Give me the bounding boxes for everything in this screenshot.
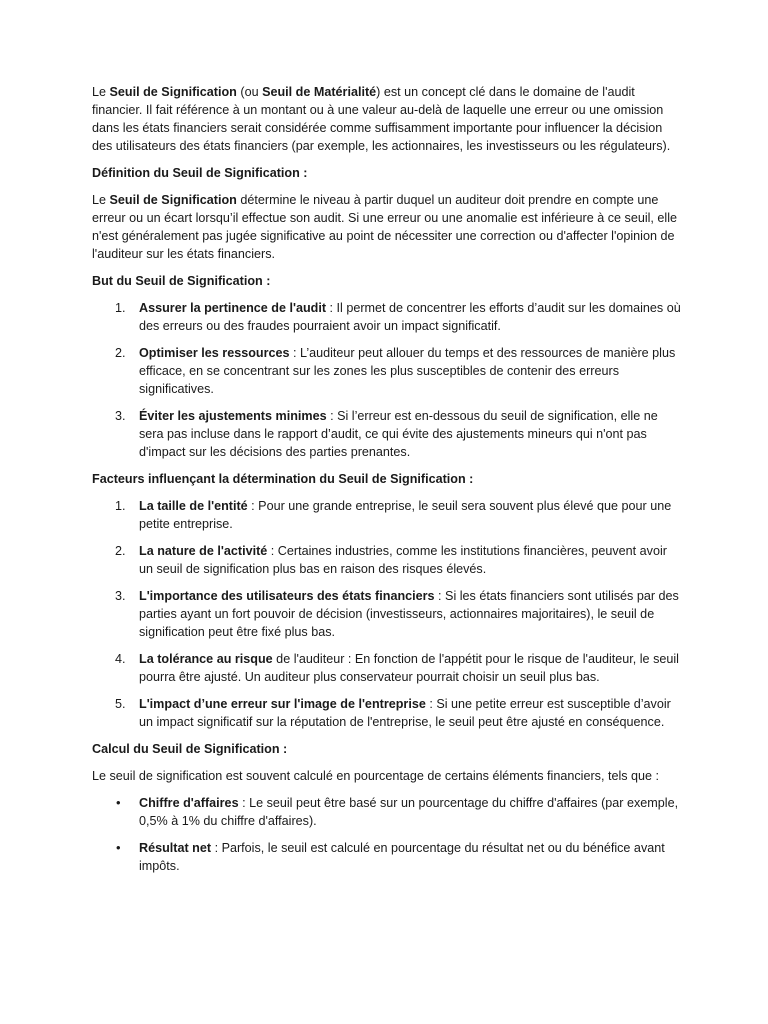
list-number: 2. <box>115 544 126 558</box>
list-number: 1. <box>115 301 126 315</box>
item-text: : Si l’erreur est en-dessous du seuil de signification, elle ne sera pas incluse dans le rapport d’audit, ce qui évite des ajustements mineurs qui n'ont pas d'impact sur les décisions des parties prenantes. <box>139 409 658 459</box>
list-item <box>92 542 682 578</box>
list-number: 2. <box>115 346 126 360</box>
bullet-icon: • <box>116 840 121 855</box>
list-number: 3. <box>115 589 126 603</box>
item-title: Optimiser les ressources <box>139 346 290 360</box>
intro-paragraph <box>92 83 682 155</box>
text: (ou <box>236 85 263 99</box>
item-title: La nature de l'activité <box>139 544 268 558</box>
item-title: Chiffre d'affaires <box>139 796 239 810</box>
but-list <box>92 299 682 461</box>
list-number: 1. <box>115 499 126 513</box>
item-title: Éviter les ajustements minimes <box>139 409 327 423</box>
item-text: : Il permet de concentrer les efforts d’audit sur les domaines où des erreurs ou des fraudes pourraient avoir un impact significatif. <box>139 301 681 333</box>
item-title: L'impact d’une erreur sur l'image de l'entreprise <box>139 697 426 711</box>
facteurs-list <box>92 497 682 731</box>
section-heading-definition: Définition du Seuil de Signification : <box>92 166 308 180</box>
list-number: 5. <box>115 697 126 711</box>
section-heading-facteurs: Facteurs influençant la détermination du Seuil de Signification : <box>92 472 474 486</box>
list-item <box>92 299 682 335</box>
item-text: : Le seuil peut être basé sur un pourcentage du chiffre d'affaires (par exemple, 0,5% à 1% du chiffre d'affaires). <box>139 796 679 828</box>
bold-term: Seuil de Matérialité <box>262 85 377 99</box>
item-text: : Certaines industries, comme les institutions financières, peuvent avoir un seuil de signification plus bas en raison des risques élevés. <box>139 544 667 576</box>
list-item <box>92 497 682 533</box>
text: Le <box>92 193 110 207</box>
list-item <box>92 587 682 641</box>
list-number: 4. <box>115 652 126 666</box>
bold-term: Seuil de Signification <box>109 193 237 207</box>
list-item <box>92 650 682 686</box>
item-text: : Si les états financiers sont utilisés par des parties ayant un fort pouvoir de décision (investisseurs, actionnaires majoritaires), le seuil de signification peut être fixé plus bas. <box>139 589 679 639</box>
definition-paragraph <box>92 191 682 263</box>
item-title: Résultat net <box>139 841 212 855</box>
bullet-icon: • <box>116 795 121 810</box>
list-number: 3. <box>115 409 126 423</box>
item-title: La taille de l'entité <box>139 499 248 513</box>
item-title: La tolérance au risque <box>139 652 273 666</box>
list-item <box>92 695 682 731</box>
item-text: : Si une petite erreur est susceptible d’avoir un impact significatif sur la réputation de l'entreprise, le seuil peut être ajusté en conséquence. <box>139 697 671 729</box>
item-text: de l'auditeur : En fonction de l'appétit pour le risque de l'auditeur, le seuil pourra être ajusté. Un auditeur plus conservateur pourrait choisir un seuil plus bas. <box>139 652 679 684</box>
list-item <box>92 839 682 875</box>
item-text: : Parfois, le seuil est calculé en pourcentage du résultat net ou du bénéfice avant impôts. <box>139 841 665 873</box>
bold-term: Seuil de Signification <box>109 85 237 99</box>
text: détermine le niveau à partir duquel un auditeur doit prendre en compte une erreur ou un écart lorsqu’il effectue son audit. Si une erreur ou une anomalie est inférieure à ce seuil, elle n'est généralement pas jugée significative au point de nécessiter une correction ou d'affecter l'opinion de l'auditeur sur les états financiers. <box>92 193 678 261</box>
item-title: Assurer la pertinence de l'audit <box>139 301 327 315</box>
item-title: L'importance des utilisateurs des états financiers <box>139 589 435 603</box>
section-heading-but: But du Seuil de Signification : <box>92 274 271 288</box>
document-page <box>92 83 682 884</box>
text: ) est un concept clé dans le domaine de l'audit financier. Il fait référence à un montant ou à une valeur au-delà de laquelle une erreur ou une omission dans les états financiers serait considérée comme suffisamment importante pour influencer la décision des utilisateurs des états financiers (par exemple, les actionnaires, les investisseurs ou les régulateurs). <box>92 85 671 153</box>
calcul-list <box>92 794 682 875</box>
item-text: : Pour une grande entreprise, le seuil sera souvent plus élevé que pour une petite entreprise. <box>139 499 672 531</box>
text: Le <box>92 85 110 99</box>
section-heading-calcul: Calcul du Seuil de Signification : <box>92 742 288 756</box>
list-item <box>92 407 682 461</box>
item-text: : L’auditeur peut allouer du temps et des ressources de manière plus efficace, en se concentrant sur les zones les plus susceptibles de contenir des erreurs significatives. <box>139 346 676 396</box>
calcul-intro: Le seuil de signification est souvent calculé en pourcentage de certains éléments financiers, tels que : <box>92 769 660 783</box>
list-item <box>92 344 682 398</box>
list-item <box>92 794 682 830</box>
